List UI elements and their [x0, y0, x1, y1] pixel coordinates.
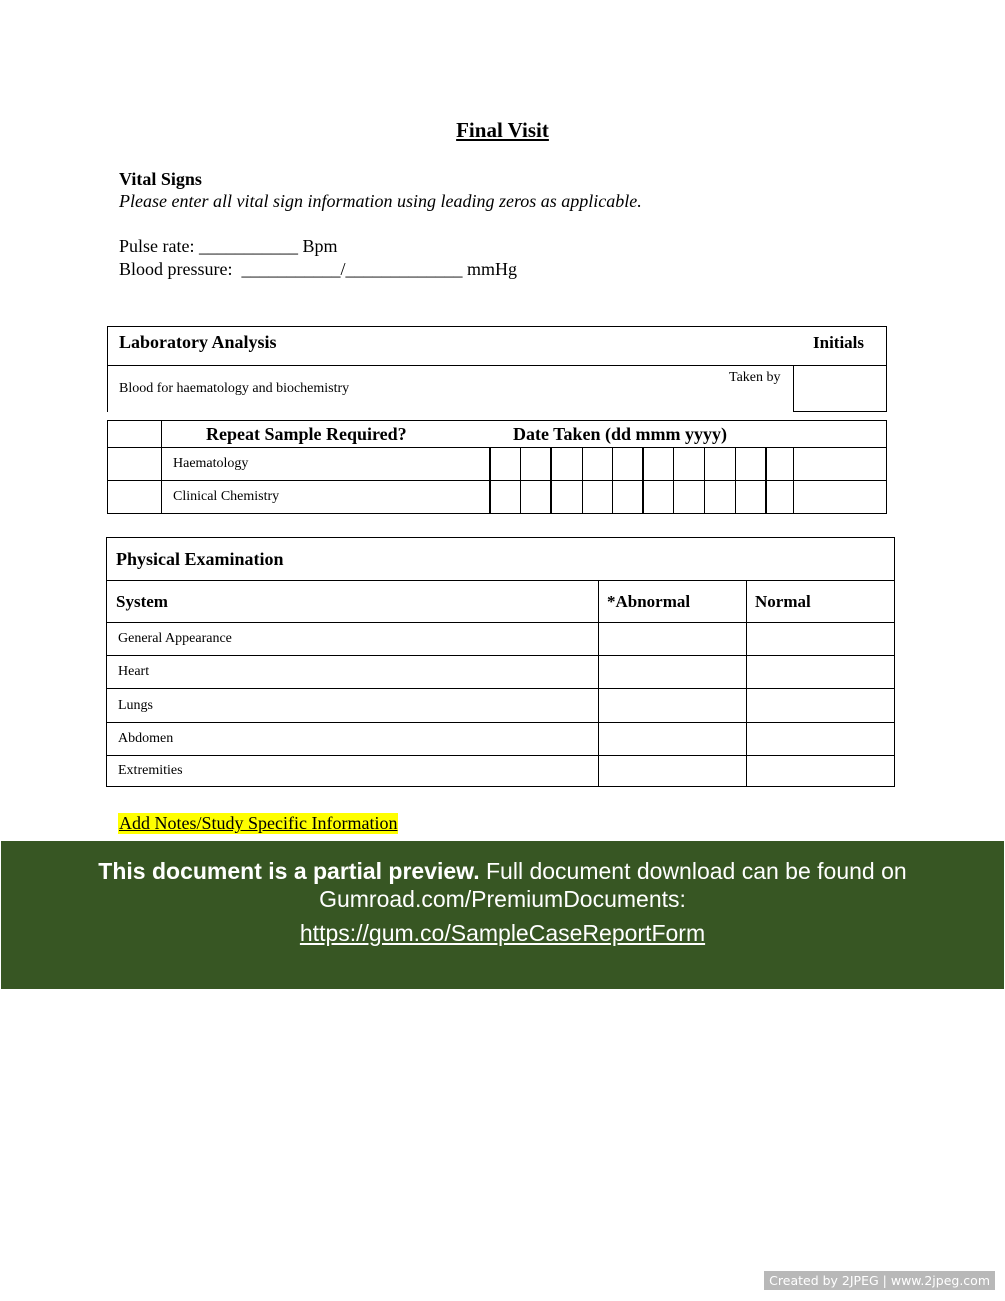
page-title: Final Visit: [456, 118, 549, 142]
lungs-abnormal-cell[interactable]: [599, 689, 746, 722]
abdomen-normal-cell[interactable]: [747, 723, 894, 755]
haematology-label: Haematology: [173, 456, 249, 471]
haematology-repeat-checkbox[interactable]: [108, 448, 161, 480]
lungs-normal-cell[interactable]: [747, 689, 894, 722]
physical-exam-heading: Physical Examination: [116, 549, 284, 569]
date-cell-divider: [765, 447, 767, 514]
watermark: Created by 2JPEG | www.2jpeg.com: [764, 1271, 995, 1290]
clinical-chemistry-label: Clinical Chemistry: [173, 489, 280, 504]
abnormal-column-header: *Abnormal: [607, 592, 691, 611]
clinical-chemistry-initials-cell[interactable]: [794, 481, 886, 513]
clinical-chemistry-repeat-checkbox[interactable]: [108, 481, 161, 513]
date-cell-divider: [704, 447, 705, 514]
haematology-date-cell[interactable]: [491, 448, 520, 480]
date-cell-divider: [520, 447, 521, 514]
pe-row-general-appearance: General Appearance: [118, 631, 232, 646]
blood-sample-label: Blood for haematology and biochemistry: [119, 381, 350, 396]
pe-heading-divider: [106, 580, 895, 581]
pe-row-extremities: Extremities: [118, 763, 183, 778]
normal-column-header: Normal: [755, 592, 811, 611]
blood-pressure-field[interactable]: Blood pressure: ___________/_____________ mmHg: [119, 259, 517, 279]
date-cell-divider: [642, 447, 644, 514]
grid-checkbox-column-divider: [161, 420, 162, 514]
lab-analysis-heading: Laboratory Analysis: [119, 332, 277, 352]
add-notes-link[interactable]: Add Notes/Study Specific Information: [119, 813, 398, 833]
general-appearance-normal-cell[interactable]: [747, 623, 894, 655]
preview-banner: [1, 841, 1004, 989]
haematology-initials-cell[interactable]: [794, 448, 886, 480]
date-taken-label: Date Taken (dd mmm yyyy): [513, 424, 728, 444]
pe-row-lungs: Lungs: [118, 698, 153, 713]
abdomen-abnormal-cell[interactable]: [599, 723, 746, 755]
general-appearance-abnormal-cell[interactable]: [599, 623, 746, 655]
banner-bold-text: This document is a partial preview.: [98, 858, 480, 884]
banner-line-2: Gumroad.com/PremiumDocuments:: [319, 886, 686, 912]
date-cell-divider: [582, 447, 583, 514]
date-cell-divider: [550, 447, 552, 514]
vital-signs-instruction: Please enter all vital sign information using leading zeros as applicable.: [119, 191, 642, 211]
initials-input-box[interactable]: [793, 365, 887, 412]
pulse-rate-field[interactable]: Pulse rate: ___________ Bpm: [119, 236, 338, 256]
clinical-chemistry-date-cell[interactable]: [491, 481, 520, 513]
lab-divider: [107, 365, 887, 366]
heart-abnormal-cell[interactable]: [599, 656, 746, 688]
pe-row-heart: Heart: [118, 664, 150, 679]
banner-rest-text: Full document download can be found on: [479, 858, 907, 884]
date-cell-divider: [612, 447, 613, 514]
banner-line-1: [1, 857, 1004, 885]
date-cell-divider: [735, 447, 736, 514]
pe-row-abdomen: Abdomen: [118, 731, 174, 746]
system-column-header: System: [116, 592, 168, 611]
repeat-sample-label: Repeat Sample Required?: [206, 424, 407, 444]
date-cell-divider: [673, 447, 674, 514]
initials-label: Initials: [813, 333, 865, 352]
vital-signs-heading: Vital Signs: [119, 169, 202, 189]
taken-by-label: Taken by: [729, 370, 781, 385]
extremities-normal-cell[interactable]: [747, 756, 894, 786]
banner-download-link[interactable]: https://gum.co/SampleCaseReportForm: [299, 920, 706, 946]
extremities-abnormal-cell[interactable]: [599, 756, 746, 786]
heart-normal-cell[interactable]: [747, 656, 894, 688]
